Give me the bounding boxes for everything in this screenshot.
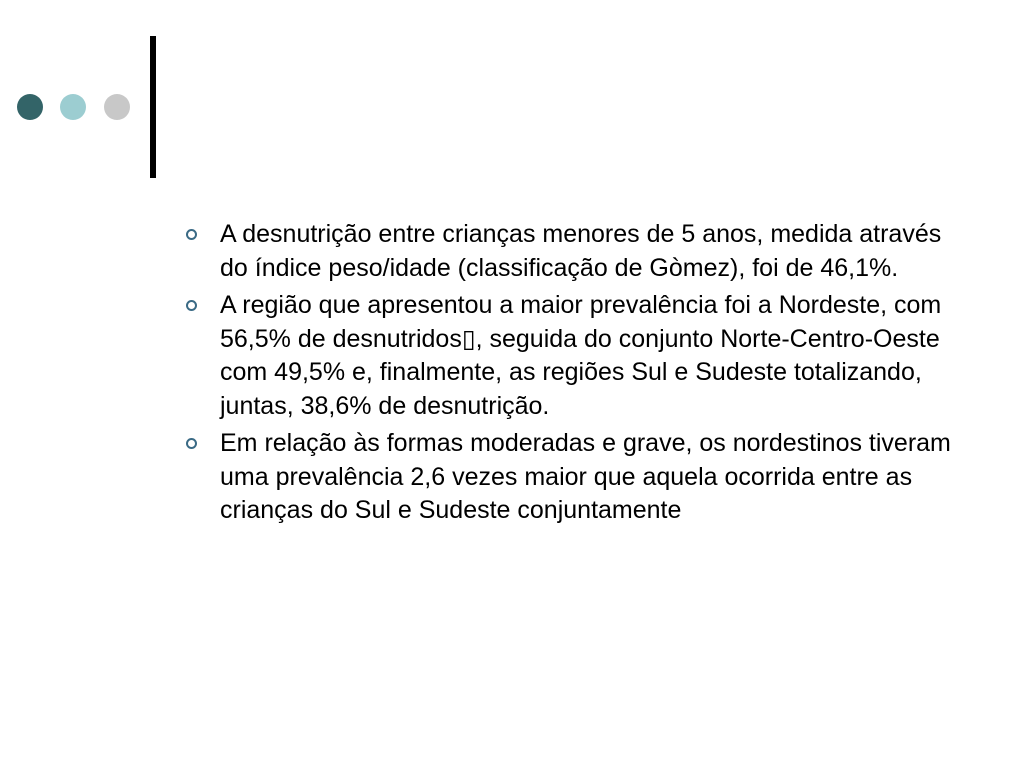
bullet-list [186, 218, 966, 532]
bullet-item-2 [186, 289, 966, 423]
bullet-text-3: Em relação às formas moderadas e grave, os nordestinos tiveram uma prevalência 2,6 vezes maior que aquela ocorrida entre as crianças do Sul e Sudeste conjuntamente [220, 429, 951, 524]
decorative-dot-dark [17, 94, 43, 120]
circle-bullet-icon [186, 438, 197, 449]
bullet-item-1 [186, 218, 966, 285]
title-divider-bar [150, 36, 156, 178]
decorative-dot-grey [104, 94, 130, 120]
decorative-dot-light [60, 94, 86, 120]
circle-bullet-icon [186, 229, 197, 240]
bullet-item-3 [186, 427, 966, 528]
circle-bullet-icon [186, 300, 197, 311]
bullet-text-2: A região que apresentou a maior prevalência foi a Nordeste, com 56,5% de desnutridos▯, seguida do conjunto Norte-Centro-Oeste com 49,5% e, finalmente, as regiões Sul e Sudeste totalizando, juntas, 38,6% de desnutrição. [220, 291, 942, 420]
bullet-text-1: A desnutrição entre crianças menores de 5 anos, medida através do índice peso/idade (classificação de Gòmez), foi de 46,1%. [220, 220, 942, 282]
